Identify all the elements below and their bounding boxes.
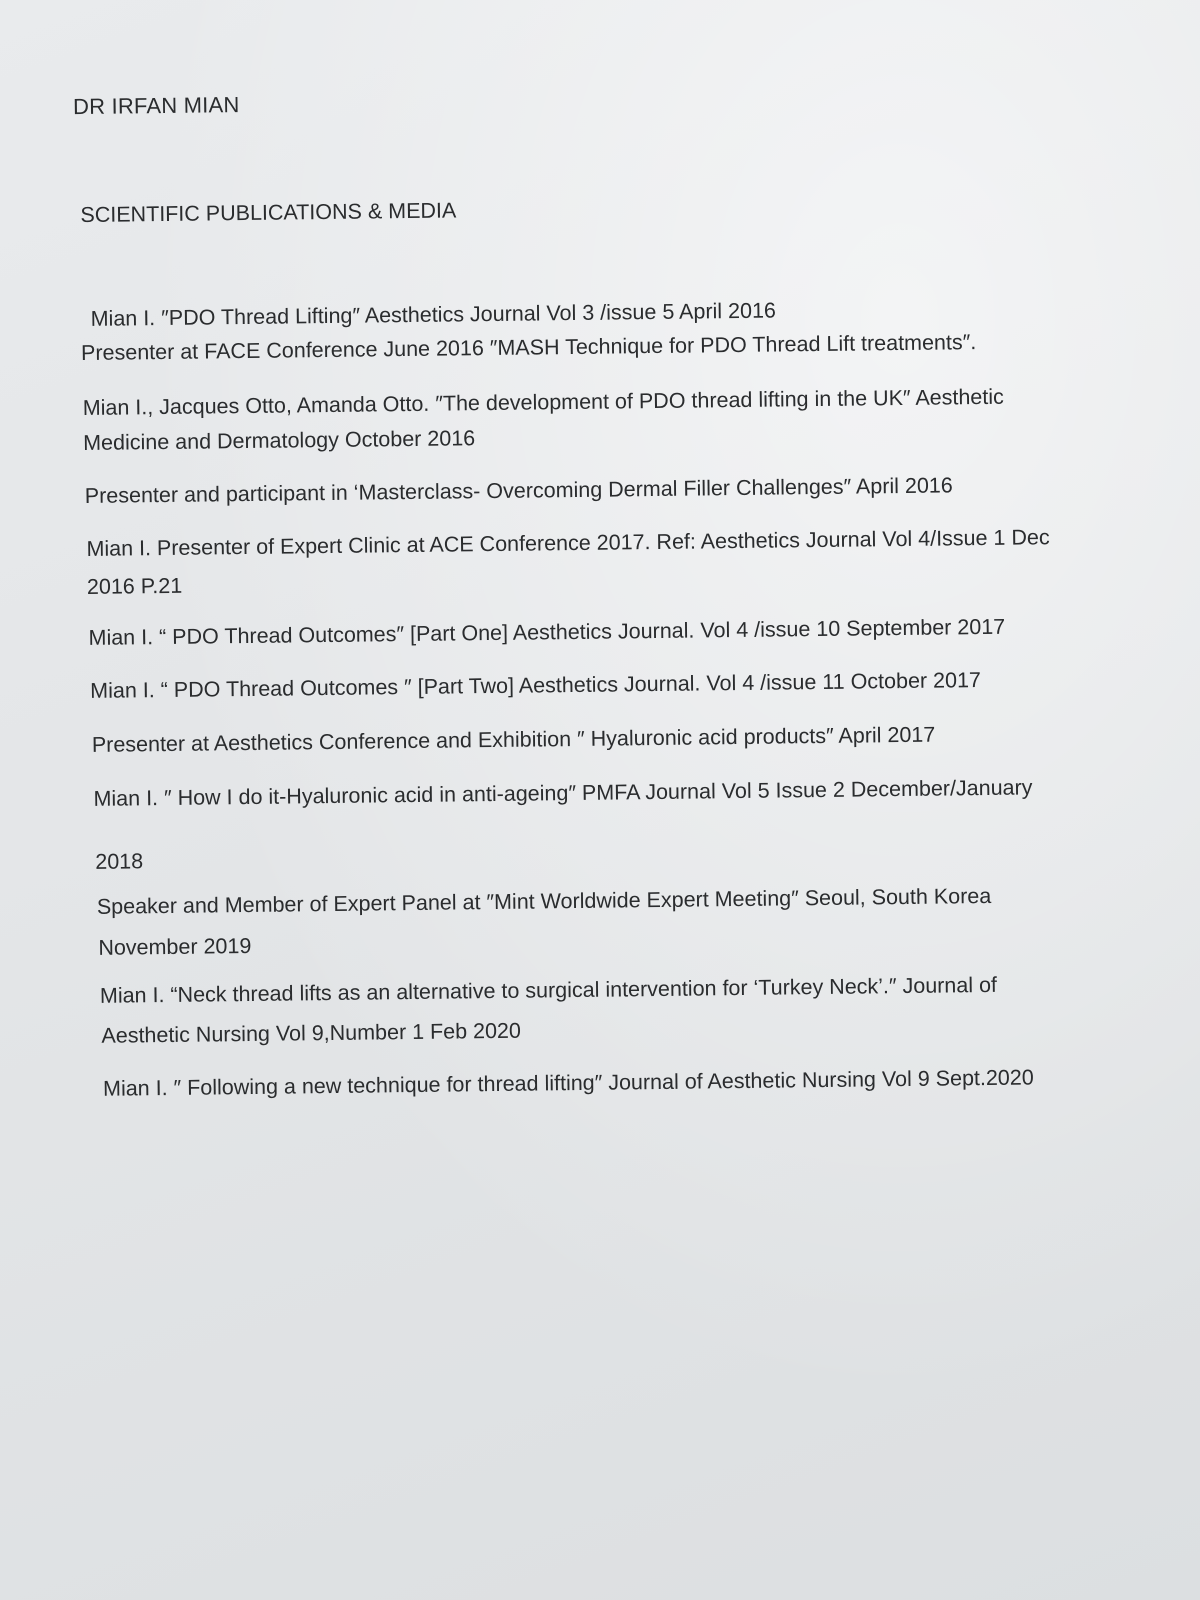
publication-line: Presenter at Aesthetics Conference and Exhibition ″ Hyaluronic acid products″ April 2017 bbox=[91, 722, 936, 757]
publication-line: Mian I., Jacques Otto, Amanda Otto. ″The development of PDO thread lifting in the UK″ Aesthetic bbox=[82, 384, 1004, 420]
publication-line: November 2019 bbox=[98, 933, 252, 960]
publication-line: 2018 bbox=[95, 849, 144, 874]
publication-line: Medicine and Dermatology October 2016 bbox=[83, 426, 476, 455]
publication-line: Mian I. “Neck thread lifts as an alternative to surgical intervention for ‘Turkey Neck’.″ Journal of bbox=[99, 972, 998, 1008]
publication-line: Mian I. “ PDO Thread Outcomes ″ [Part Two] Aesthetics Journal. Vol 4 /issue 11 October 2017 bbox=[90, 668, 982, 703]
publication-line: Aesthetic Nursing Vol 9,Number 1 Feb 2020 bbox=[101, 1018, 522, 1048]
publication-line: 2016 P.21 bbox=[86, 573, 183, 599]
publication-line: Mian I. ″ How I do it-Hyaluronic acid in anti-ageing″ PMFA Journal Vol 5 Issue 2 December/January bbox=[93, 775, 1033, 811]
publication-line: Mian I. ″PDO Thread Lifting″ Aesthetics Journal Vol 3 /issue 5 April 2016 bbox=[90, 298, 777, 331]
section-title: SCIENTIFIC PUBLICATIONS & MEDIA bbox=[80, 198, 457, 228]
publication-line: Presenter and participant in ‘Masterclass- Overcoming Dermal Filler Challenges″ April 2016 bbox=[84, 473, 953, 508]
publication-line: Mian I. Presenter of Expert Clinic at ACE Conference 2017. Ref: Aesthetics Journal Vol 4/Issue 1 Dec bbox=[86, 525, 1050, 561]
publication-line: Presenter at FACE Conference June 2016 ″MASH Technique for PDO Thread Lift treatments″. bbox=[80, 330, 977, 366]
publication-line: Mian I. “ PDO Thread Outcomes″ [Part One] Aesthetics Journal. Vol 4 /issue 10 September 2017 bbox=[88, 614, 1006, 650]
author-name: DR IRFAN MIAN bbox=[72, 92, 240, 120]
publication-line: Mian I. ″ Following a new technique for thread lifting″ Journal of Aesthetic Nursing Vol 9 Sept.2020 bbox=[102, 1065, 1034, 1101]
publication-line: Speaker and Member of Expert Panel at ″Mint Worldwide Expert Meeting″ Seoul, South Korea bbox=[96, 883, 992, 919]
